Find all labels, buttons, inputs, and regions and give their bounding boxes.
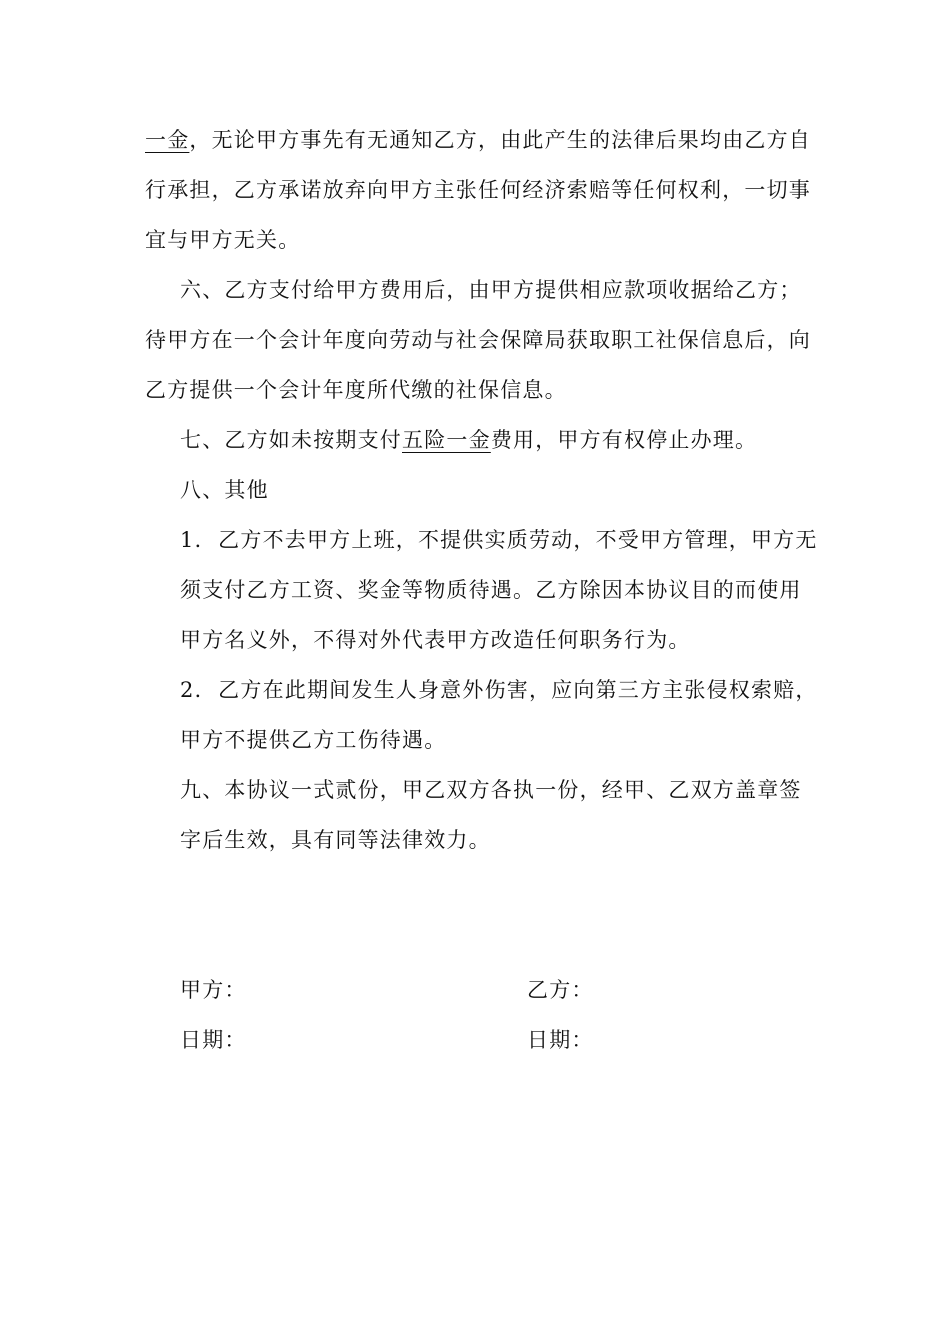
- paragraph-7-line-1: [180, 427, 757, 453]
- text-segment: 六、乙方支付给甲方费用后，由甲方提供相应款项收据给乙方；: [180, 278, 802, 302]
- item-1-line-1: [180, 527, 818, 553]
- party-b-label: 乙方：: [527, 978, 594, 1002]
- paragraph-5-line-3: [145, 227, 300, 253]
- item-2-line-2: [180, 727, 446, 753]
- underlined-term: 一金: [145, 128, 190, 152]
- text-segment: 费用，甲方有权停止办理。: [490, 428, 758, 452]
- party-a-label: 甲方：: [180, 978, 247, 1002]
- paragraph-5-line-1: [145, 127, 811, 153]
- text-segment: ，无论甲方事先有无通知乙方，由此产生的法律后果均由乙方自: [189, 128, 812, 152]
- date-b-label: 日期：: [527, 1028, 594, 1052]
- text-segment: 字后生效，具有同等法律效力。: [180, 828, 491, 852]
- paragraph-9-line-1: [180, 777, 802, 803]
- text-segment: 乙方提供一个会计年度所代缴的社保信息。: [145, 378, 567, 402]
- text-segment: 须支付乙方工资、奖金等物质待遇。乙方除因本协议目的而使用: [180, 578, 802, 602]
- text-segment: 甲方名义外，不得对外代表甲方改造任何职务行为。: [180, 628, 691, 652]
- paragraph-6-line-2: [145, 327, 811, 353]
- text-segment: 宜与甲方无关。: [145, 228, 301, 252]
- text-segment: 七、乙方如未按期支付: [180, 428, 402, 452]
- paragraph-5-line-2: [145, 177, 811, 203]
- item-2-line-1: [180, 677, 818, 703]
- underlined-term: 五险一金: [402, 428, 491, 452]
- paragraph-8-heading: [180, 477, 269, 503]
- item-1-line-3: [180, 627, 691, 653]
- text-segment: 2. 乙方在此期间发生人身意外伤害，应向第三方主张侵权索赔，: [180, 678, 818, 702]
- text-segment: 八、其他: [180, 478, 269, 502]
- text-segment: 甲方不提供乙方工伤待遇。: [180, 728, 447, 752]
- item-1-line-2: [180, 577, 802, 603]
- paragraph-6-line-1: [180, 277, 802, 303]
- text-segment: 1. 乙方不去甲方上班，不提供实质劳动，不受甲方管理，甲方无: [180, 528, 818, 552]
- paragraph-9-line-2: [180, 827, 491, 853]
- text-segment: 待甲方在一个会计年度向劳动与社会保障局获取职工社保信息后，向: [145, 328, 811, 352]
- text-segment: 行承担，乙方承诺放弃向甲方主张任何经济索赔等任何权利，一切事: [145, 178, 811, 202]
- text-segment: 九、本协议一式贰份，甲乙双方各执一份，经甲、乙双方盖章签: [180, 778, 802, 802]
- date-a-label: 日期：: [180, 1028, 247, 1052]
- paragraph-6-line-3: [145, 377, 567, 403]
